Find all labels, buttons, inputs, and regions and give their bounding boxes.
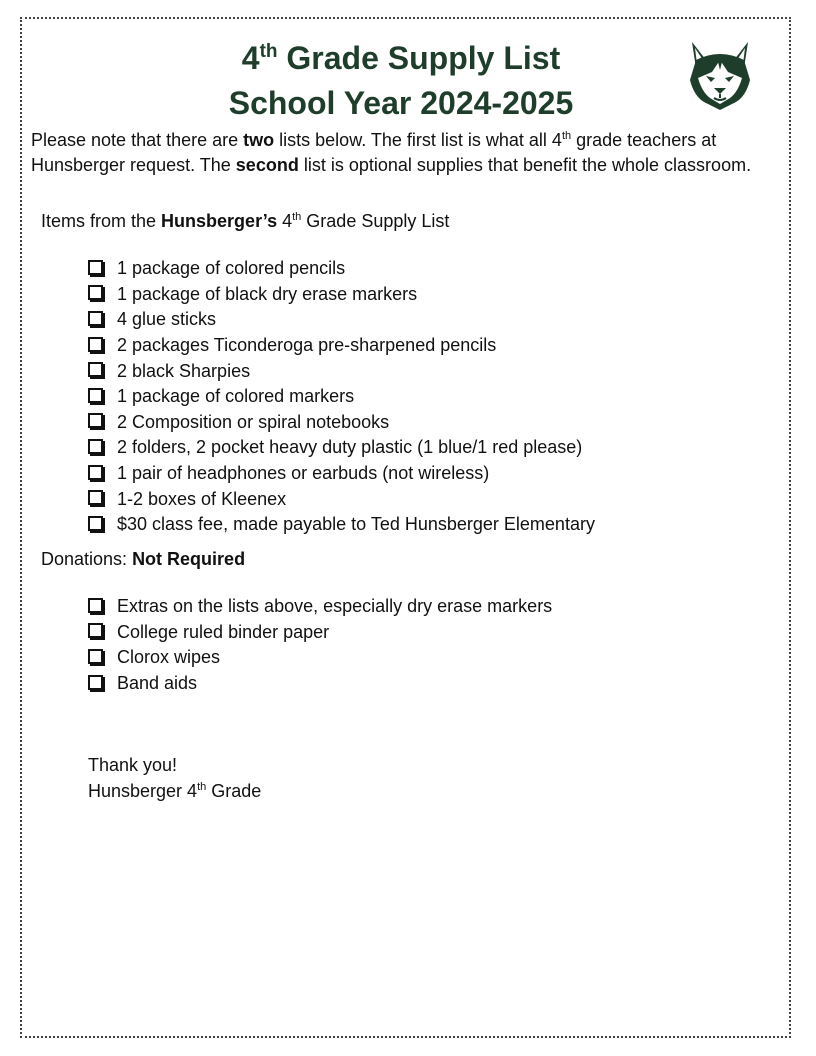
list-item: College ruled binder paper — [88, 620, 552, 646]
list-item: Extras on the lists above, especially dry erase markers — [88, 594, 552, 620]
signoff — [88, 752, 261, 804]
list-item: 1 pair of headphones or earbuds (not wireless) — [88, 461, 595, 487]
checkbox-icon[interactable] — [88, 490, 103, 505]
checkbox-icon[interactable] — [88, 337, 103, 352]
checkbox-icon[interactable] — [88, 649, 103, 664]
page-title-line-2: School Year 2024-2025 — [228, 85, 574, 121]
list-item: 2 Composition or spiral notebooks — [88, 410, 595, 436]
checkbox-icon[interactable] — [88, 516, 103, 531]
checkbox-icon[interactable] — [88, 260, 103, 275]
checkbox-icon[interactable] — [88, 598, 103, 613]
checkbox-icon[interactable] — [88, 465, 103, 480]
donations-heading: Donations: Not Required — [41, 549, 246, 569]
required-list-heading: Items from the Hunsberger’s 4th Grade Supply List — [41, 211, 450, 231]
required-supply-list — [88, 256, 595, 538]
list-item: 1 package of colored markers — [88, 384, 595, 410]
checkbox-icon[interactable] — [88, 413, 103, 428]
list-item: 2 folders, 2 pocket heavy duty plastic (1 blue/1 red please) — [88, 435, 595, 461]
list-item: $30 class fee, made payable to Ted Hunsberger Elementary — [88, 512, 595, 538]
list-item: 2 packages Ticonderoga pre-sharpened pencils — [88, 333, 595, 359]
donations-list — [88, 594, 552, 696]
list-item: 1 package of colored pencils — [88, 256, 595, 282]
checkbox-icon[interactable] — [88, 285, 103, 300]
thank-you-line: Thank you! — [88, 755, 178, 775]
page-title-line-1: 4th Grade Supply List — [241, 40, 561, 76]
list-item: 4 glue sticks — [88, 307, 595, 333]
checkbox-icon[interactable] — [88, 675, 103, 690]
intro-paragraph: Please note that there are two lists below. The first list is what all 4th grade teachers at Hunsberger request. The second list is optional supplies that benefit the whole classroom. — [31, 130, 752, 175]
list-item: 1-2 boxes of Kleenex — [88, 486, 595, 512]
signature-line: Hunsberger 4th Grade — [88, 781, 262, 801]
list-item: Band aids — [88, 671, 552, 697]
list-item: Clorox wipes — [88, 645, 552, 671]
checkbox-icon[interactable] — [88, 362, 103, 377]
checkbox-icon[interactable] — [88, 388, 103, 403]
list-item: 2 black Sharpies — [88, 358, 595, 384]
checkbox-icon[interactable] — [88, 311, 103, 326]
checkbox-icon[interactable] — [88, 623, 103, 638]
list-item: 1 package of black dry erase markers — [88, 282, 595, 308]
checkbox-icon[interactable] — [88, 439, 103, 454]
husky-mascot-icon — [684, 38, 756, 114]
